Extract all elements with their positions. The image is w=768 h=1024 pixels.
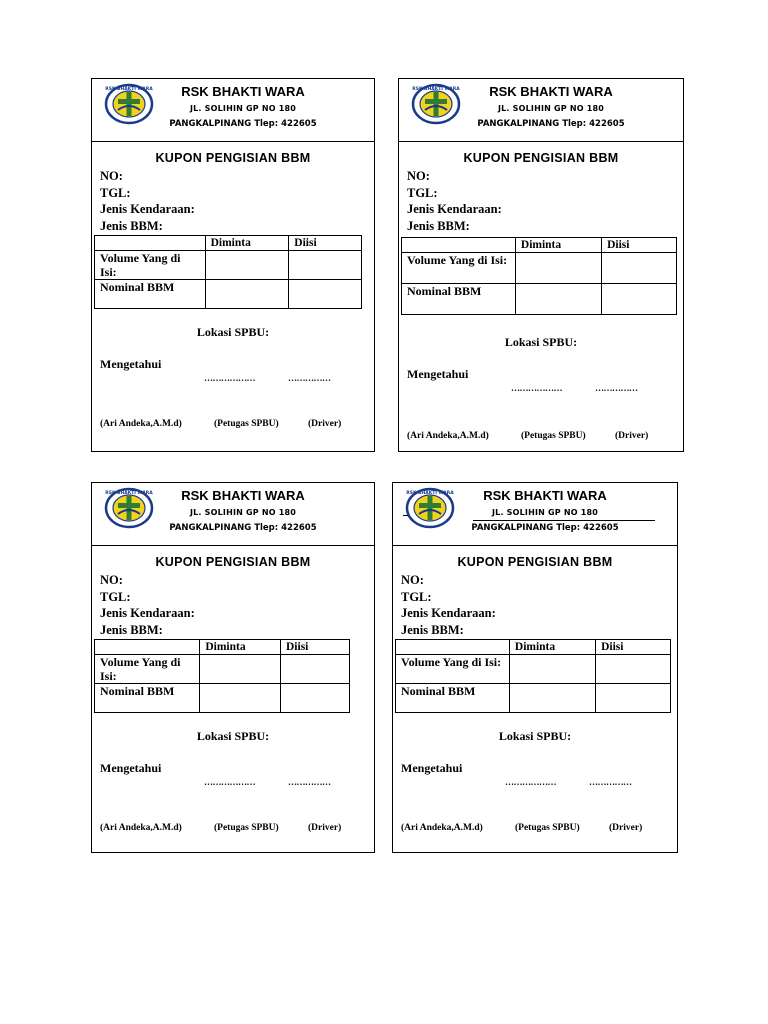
address-line: JL. SOLIHIN GP NO 180 [189, 508, 297, 517]
coupon-header [399, 79, 683, 141]
org-name: RSK BHAKTI WARA [483, 488, 607, 503]
table-header-cell: Diisi [281, 640, 350, 655]
header-divider [399, 141, 683, 142]
table-cell [289, 280, 362, 309]
signatory-name: (Ari Andeka,A.M.d) [100, 419, 182, 429]
fuel-table [94, 639, 350, 713]
signatory-name: (Driver) [308, 823, 342, 833]
header-divider [92, 141, 374, 142]
signatory-name: (Petugas SPBU) [515, 823, 580, 833]
field-date: TGL: [100, 185, 131, 200]
coupon-card [392, 482, 678, 853]
svg-text:RSK BHAKTI WARA: RSK BHAKTI WARA [412, 87, 460, 92]
field-date: TGL: [100, 589, 131, 604]
table-row [402, 284, 677, 315]
coupon-fields [100, 572, 195, 638]
address-line: JL. SOLIHIN GP NO 180 [491, 508, 599, 517]
table-cell: Nominal BBM [95, 684, 200, 713]
fuel-table [395, 639, 671, 713]
table-row [396, 684, 671, 713]
coupon-title: KUPON PENGISIAN BBM [457, 555, 613, 569]
table-header-cell [95, 236, 206, 251]
field-vehicle-type: Jenis Kendaraan: [401, 606, 496, 620]
table-row [95, 655, 350, 684]
acknowledge-label: Mengetahui [100, 761, 162, 775]
table-cell: Volume Yang di Isi: [402, 253, 516, 284]
table-cell [281, 655, 350, 684]
table-cell: Volume Yang di Isi: [95, 655, 200, 684]
signature-dots: …………… [589, 777, 632, 787]
signature-dots: …………… [288, 777, 331, 787]
svg-text:RSK BHAKTI WARA: RSK BHAKTI WARA [406, 491, 454, 496]
city-phone-line: PANGKALPINANG Tlep: 422605 [471, 523, 619, 533]
fuel-table [94, 235, 362, 309]
table-cell [596, 655, 671, 684]
table-row [95, 684, 350, 713]
table-cell [281, 684, 350, 713]
table-header-row [95, 236, 362, 251]
table-header-cell: Diminta [205, 236, 289, 251]
table-header-cell: Diminta [509, 640, 595, 655]
table-header-row [396, 640, 671, 655]
signature-dots: …………… [288, 373, 331, 383]
signatory-name: (Ari Andeka,A.M.d) [100, 823, 182, 833]
org-name: RSK BHAKTI WARA [181, 488, 305, 503]
coupon-fields [407, 168, 502, 234]
field-vehicle-type: Jenis Kendaraan: [100, 202, 195, 216]
coupon-title: KUPON PENGISIAN BBM [463, 151, 619, 165]
coupon-fields [401, 572, 496, 638]
field-date: TGL: [407, 185, 438, 200]
city-phone-line: PANGKALPINANG Tlep: 422605 [169, 523, 317, 533]
coupon-card [91, 78, 375, 452]
table-cell [205, 280, 289, 309]
table-cell [602, 284, 677, 315]
signatory-name: (Ari Andeka,A.M.d) [407, 431, 489, 441]
svg-text:RSK BHAKTI WARA: RSK BHAKTI WARA [105, 87, 153, 92]
city-phone-line: PANGKALPINANG Tlep: 422605 [169, 119, 317, 129]
table-cell [200, 684, 281, 713]
coupon-card [398, 78, 684, 452]
location-label: Lokasi SPBU: [196, 729, 270, 743]
address-line: JL. SOLIHIN GP NO 180 [189, 104, 297, 113]
table-row [95, 251, 362, 280]
table-cell [509, 655, 595, 684]
location-label: Lokasi SPBU: [196, 325, 270, 339]
city-phone-line: PANGKALPINANG Tlep: 422605 [477, 119, 625, 129]
coupon-title: KUPON PENGISIAN BBM [155, 555, 311, 569]
table-row [95, 280, 362, 309]
field-no: NO: [401, 573, 424, 587]
table-cell [200, 655, 281, 684]
table-header-cell: Diisi [596, 640, 671, 655]
location-label: Lokasi SPBU: [498, 729, 572, 743]
table-cell [509, 684, 595, 713]
signatory-name: (Driver) [308, 419, 342, 429]
header-divider [92, 545, 374, 546]
table-cell: Volume Yang di Isi: [95, 251, 206, 280]
acknowledge-label: Mengetahui [407, 367, 469, 381]
table-header-cell [396, 640, 510, 655]
table-header-cell [95, 640, 200, 655]
table-cell [515, 253, 601, 284]
table-cell: Nominal BBM [396, 684, 510, 713]
table-cell [205, 251, 289, 280]
field-fuel-type: Jenis BBM: [100, 218, 163, 233]
coupon-card [91, 482, 375, 853]
table-header-cell: Diisi [602, 238, 677, 253]
table-cell [596, 684, 671, 713]
field-date: TGL: [401, 589, 432, 604]
field-no: NO: [407, 169, 430, 183]
signature-dots: ……………… [204, 373, 255, 383]
acknowledge-label: Mengetahui [100, 357, 162, 371]
acknowledge-label: Mengetahui [401, 761, 463, 775]
field-fuel-type: Jenis BBM: [100, 622, 163, 637]
signature-dots: ……………… [511, 383, 562, 393]
table-row [402, 253, 677, 284]
coupon-header [92, 79, 374, 141]
table-header-cell: Diisi [289, 236, 362, 251]
table-row [396, 655, 671, 684]
table-header-cell: Diminta [515, 238, 601, 253]
address-line: JL. SOLIHIN GP NO 180 [497, 104, 605, 113]
coupon-title: KUPON PENGISIAN BBM [155, 151, 311, 165]
location-label: Lokasi SPBU: [504, 335, 578, 349]
stray-mark [403, 515, 408, 516]
table-cell: Volume Yang di Isi: [396, 655, 510, 684]
field-no: NO: [100, 573, 123, 587]
table-cell: Nominal BBM [95, 280, 206, 309]
header-divider [393, 545, 677, 546]
org-name: RSK BHAKTI WARA [489, 84, 613, 99]
coupon-fields [100, 168, 195, 234]
signatory-name: (Driver) [609, 823, 643, 833]
org-name: RSK BHAKTI WARA [181, 84, 305, 99]
table-cell [515, 284, 601, 315]
signature-dots: ……………… [505, 777, 556, 787]
field-fuel-type: Jenis BBM: [407, 218, 470, 233]
signature-dots: ……………… [204, 777, 255, 787]
field-no: NO: [100, 169, 123, 183]
signatory-name: (Petugas SPBU) [214, 419, 279, 429]
signatory-name: (Driver) [615, 431, 649, 441]
svg-text:RSK BHAKTI WARA: RSK BHAKTI WARA [105, 491, 153, 496]
signatory-name: (Petugas SPBU) [214, 823, 279, 833]
field-fuel-type: Jenis BBM: [401, 622, 464, 637]
table-header-row [95, 640, 350, 655]
table-cell: Nominal BBM [402, 284, 516, 315]
table-cell [289, 251, 362, 280]
signature-dots: …………… [595, 383, 638, 393]
field-vehicle-type: Jenis Kendaraan: [407, 202, 502, 216]
coupon-header [92, 483, 374, 545]
table-cell [602, 253, 677, 284]
table-header-cell [402, 238, 516, 253]
field-vehicle-type: Jenis Kendaraan: [100, 606, 195, 620]
address-underline [473, 520, 655, 521]
coupon-header [393, 483, 677, 545]
signatory-name: (Petugas SPBU) [521, 431, 586, 441]
table-header-row [402, 238, 677, 253]
table-header-cell: Diminta [200, 640, 281, 655]
fuel-table [401, 237, 677, 315]
signatory-name: (Ari Andeka,A.M.d) [401, 823, 483, 833]
